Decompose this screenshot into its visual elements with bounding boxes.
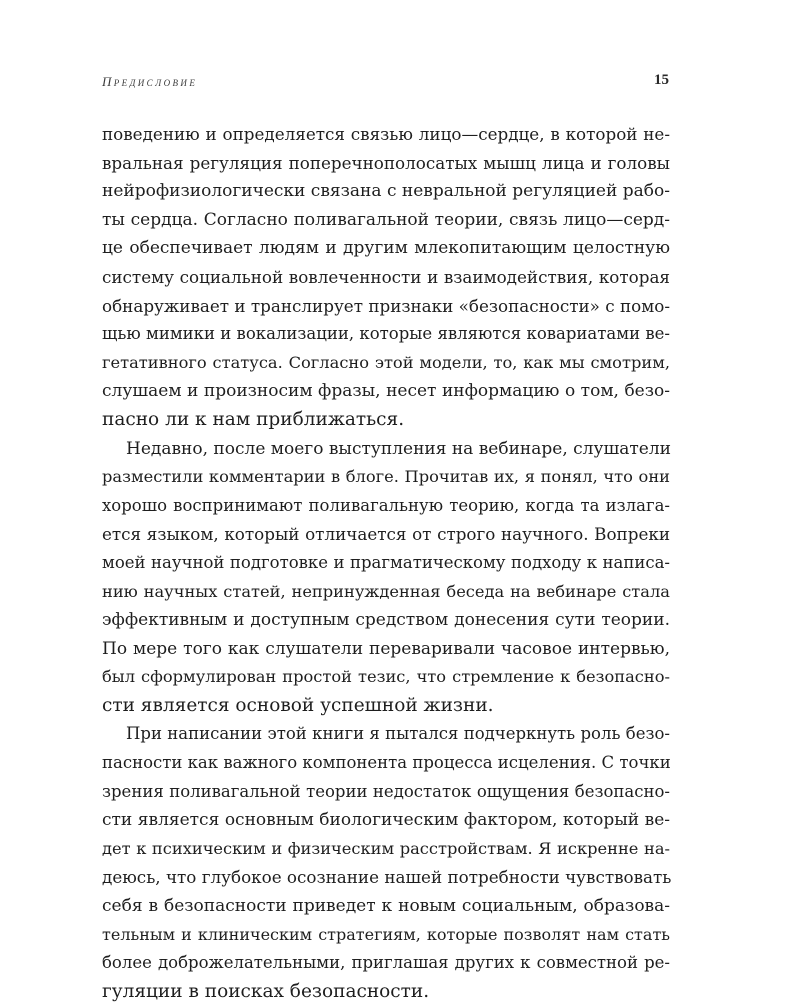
text-line: При написании этой книги я пытался подчеркнуть роль безо- [126, 724, 670, 744]
text-line: хорошо воспринимают поливагальную теорию, когда та излага- [102, 495, 670, 515]
text-line: ты сердца. Согласно поливагальной теории, связь лицо—серд- [102, 209, 670, 230]
text-line: гетативного статуса. Согласно этой модели, то, как мы смотрим, [102, 352, 670, 372]
text-line: Недавно, после моего выступления на вебинаре, слушатели [126, 438, 671, 459]
text-line: слушаем и произносим фразы, несет информацию о том, безо- [102, 381, 670, 402]
text-line: щью мимики и вокализации, которые являются ковариатами ве- [102, 324, 670, 344]
text-line: пасно ли к нам приближаться. [102, 408, 405, 430]
text-line: зрения поливагальной теории недостаток ощущения безопасно- [102, 781, 670, 801]
text-line: дет к психическим и физическим расстройствам. Я искренне на- [102, 838, 670, 858]
text-line: тельным и клиническим стратегиям, которые позволят нам стать [102, 924, 670, 944]
running-head: Предисловие [102, 74, 198, 89]
text-line: поведению и определяется связью лицо—сердце, в которой не- [102, 124, 670, 144]
text-line: нейрофизиологически связана с невральной регуляцией рабо- [102, 181, 670, 202]
text-line: систему социальной вовлеченности и взаимодействия, которая [102, 266, 670, 287]
text-line: пасности как важного компонента процесса исцеления. С точки [102, 753, 671, 773]
text-line: моей научной подготовке и прагматическому подходу к написа- [102, 552, 670, 572]
text-line: нию научных статей, непринужденная беседа на вебинаре стала [102, 581, 670, 601]
text-line: ется языком, который отличается от строго научного. Вопреки [102, 524, 670, 545]
text-line: вральная регуляция поперечнополосатых мышц лица и головы [102, 152, 670, 173]
text-line: обнаруживает и транслирует признаки «безопасности» с помо- [102, 295, 670, 316]
text-line: более доброжелательными, приглашая других к совместной ре- [102, 953, 670, 973]
text-line: разместили комментарии в блоге. Прочитав их, я понял, что они [102, 467, 670, 487]
text-line: сти является основой успешной жизни. [102, 694, 494, 716]
text-line: По мере того как слушатели переваривали часовое интервью, [102, 638, 670, 659]
text-line: це обеспечивает людям и другим млекопитающим целостную [102, 238, 670, 259]
text-line: себя в безопасности приведет к новым социальным, образова- [102, 896, 670, 917]
text-line: был сформулирован простой тезис, что стремление к безопасно- [102, 667, 670, 687]
text-line: гуляции в поисках безопасности. [102, 980, 430, 1002]
text-line: сти является основным биологическим фактором, который ве- [102, 810, 670, 831]
text-line: эффективным и доступным средством донесения сути теории. [102, 610, 670, 631]
page-number: 15 [654, 72, 669, 88]
body-text [102, 120, 670, 1006]
text-line: деюсь, что глубокое осознание нашей потребности чувствовать [102, 867, 672, 888]
